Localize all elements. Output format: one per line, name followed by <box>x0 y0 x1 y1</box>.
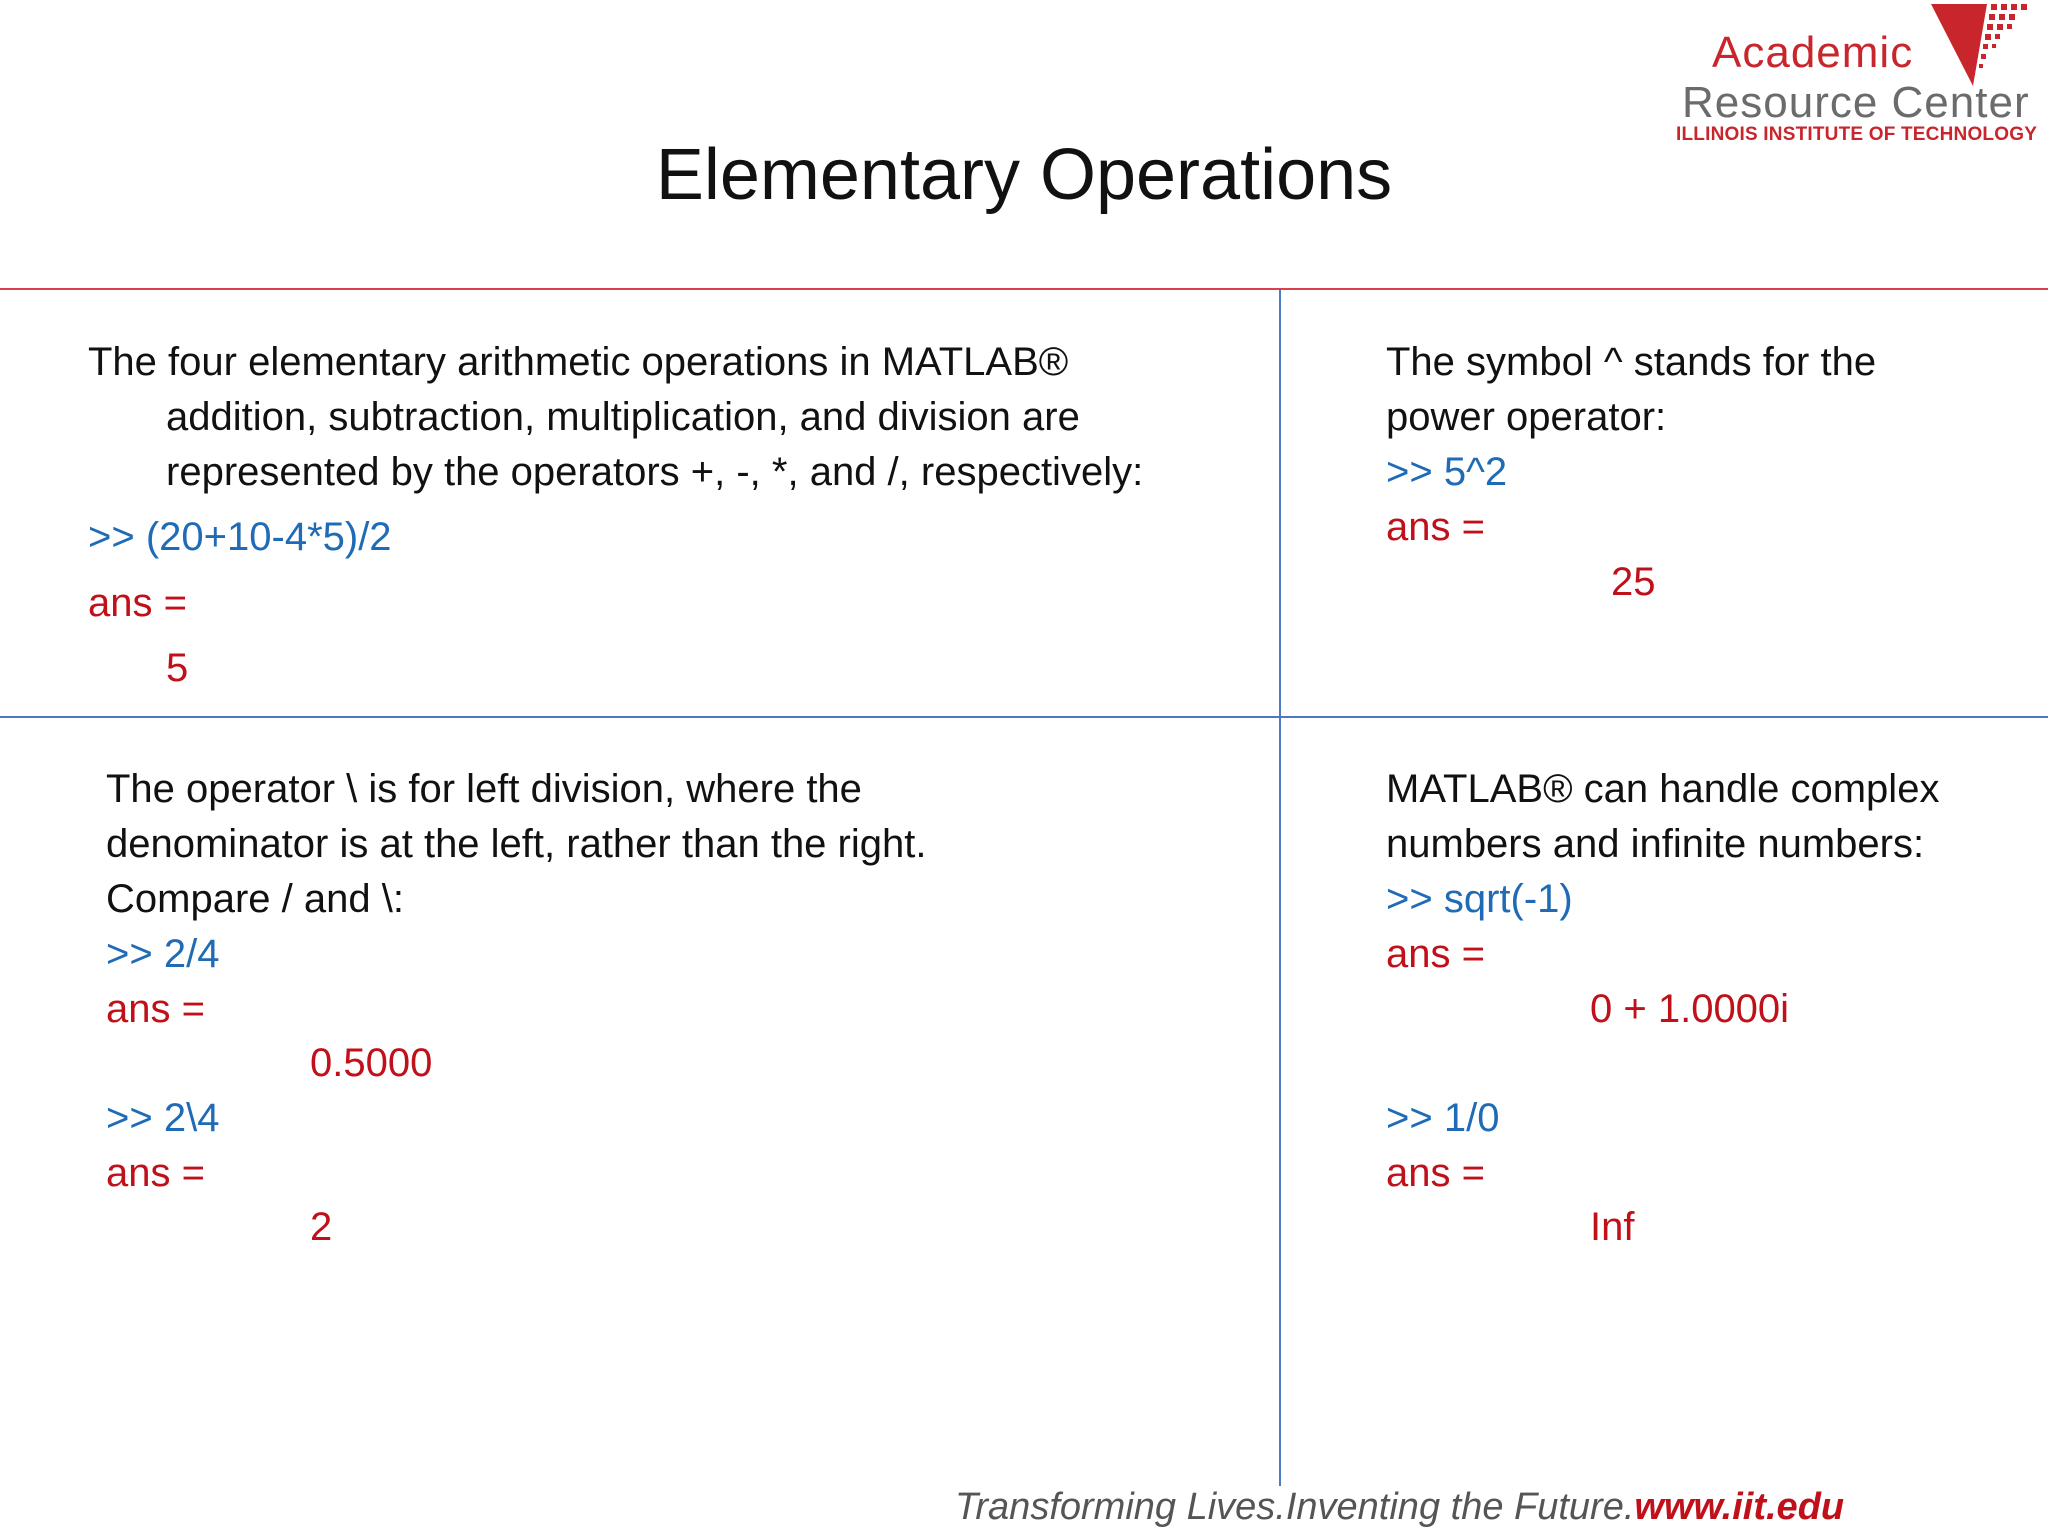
leftdiv-text-line2: denominator is at the left, rather than the right. <box>106 822 927 866</box>
leftdiv-ans-label-2: ans = <box>106 1151 205 1195</box>
complex-result-1: 0 + 1.0000i <box>1590 987 1790 1031</box>
logo-line-iit: ILLINOIS INSTITUTE OF TECHNOLOGY <box>1676 124 2038 145</box>
logo-line-resource-center: Resource Center <box>1682 78 2030 127</box>
footer-url-link[interactable]: www.iit.edu <box>1634 1486 1845 1528</box>
quadrant-horizontal-divider <box>0 716 2048 718</box>
complex-ans-label-1: ans = <box>1386 932 1485 976</box>
complex-command-1: >> sqrt(-1) <box>1386 877 1573 921</box>
power-command: >> 5^2 <box>1386 450 1508 494</box>
footer-tagline-text: Transforming Lives.Inventing the Future. <box>955 1486 1635 1528</box>
leftdiv-command-1: >> 2/4 <box>106 932 220 976</box>
arith-command: >> (20+10-4*5)/2 <box>88 515 392 559</box>
complex-result-2: Inf <box>1590 1205 1635 1249</box>
logo-line-academic: Academic <box>1712 28 1914 77</box>
footer-tagline <box>955 1482 1844 1532</box>
complex-ans-label-2: ans = <box>1386 1151 1485 1195</box>
arith-text-line3: represented by the operators +, -, *, and /, respectively: <box>166 450 1144 494</box>
leftdiv-text-line1: The operator \ is for left division, where the <box>106 767 862 811</box>
leftdiv-text-line3: Compare / and \: <box>106 877 404 921</box>
leftdiv-ans-label-1: ans = <box>106 987 205 1031</box>
power-text-line1: The symbol ^ stands for the <box>1386 340 1877 384</box>
power-ans-label: ans = <box>1386 505 1485 549</box>
power-text-line2: power operator: <box>1386 395 1667 439</box>
page-title: Elementary Operations <box>655 135 1393 215</box>
complex-text-line1: MATLAB® can handle complex <box>1386 767 1940 811</box>
arith-ans-label: ans = <box>88 581 187 625</box>
leftdiv-result-1: 0.5000 <box>310 1041 433 1085</box>
quadrant-vertical-divider <box>1279 290 1281 1486</box>
arith-text-line1: The four elementary arithmetic operations in MATLAB® <box>88 340 1069 384</box>
leftdiv-result-2: 2 <box>310 1205 333 1249</box>
arith-result: 5 <box>166 646 189 690</box>
complex-text-line2: numbers and infinite numbers: <box>1386 822 1925 866</box>
arith-text-line2: addition, subtraction, multiplication, and division are <box>166 395 1080 439</box>
complex-command-2: >> 1/0 <box>1386 1096 1500 1140</box>
logo-triangle-icon <box>1925 0 2035 95</box>
header-divider <box>0 288 2048 290</box>
leftdiv-command-2: >> 2\4 <box>106 1096 220 1140</box>
power-result: 25 <box>1611 560 1656 604</box>
arc-logo <box>1660 0 2040 150</box>
